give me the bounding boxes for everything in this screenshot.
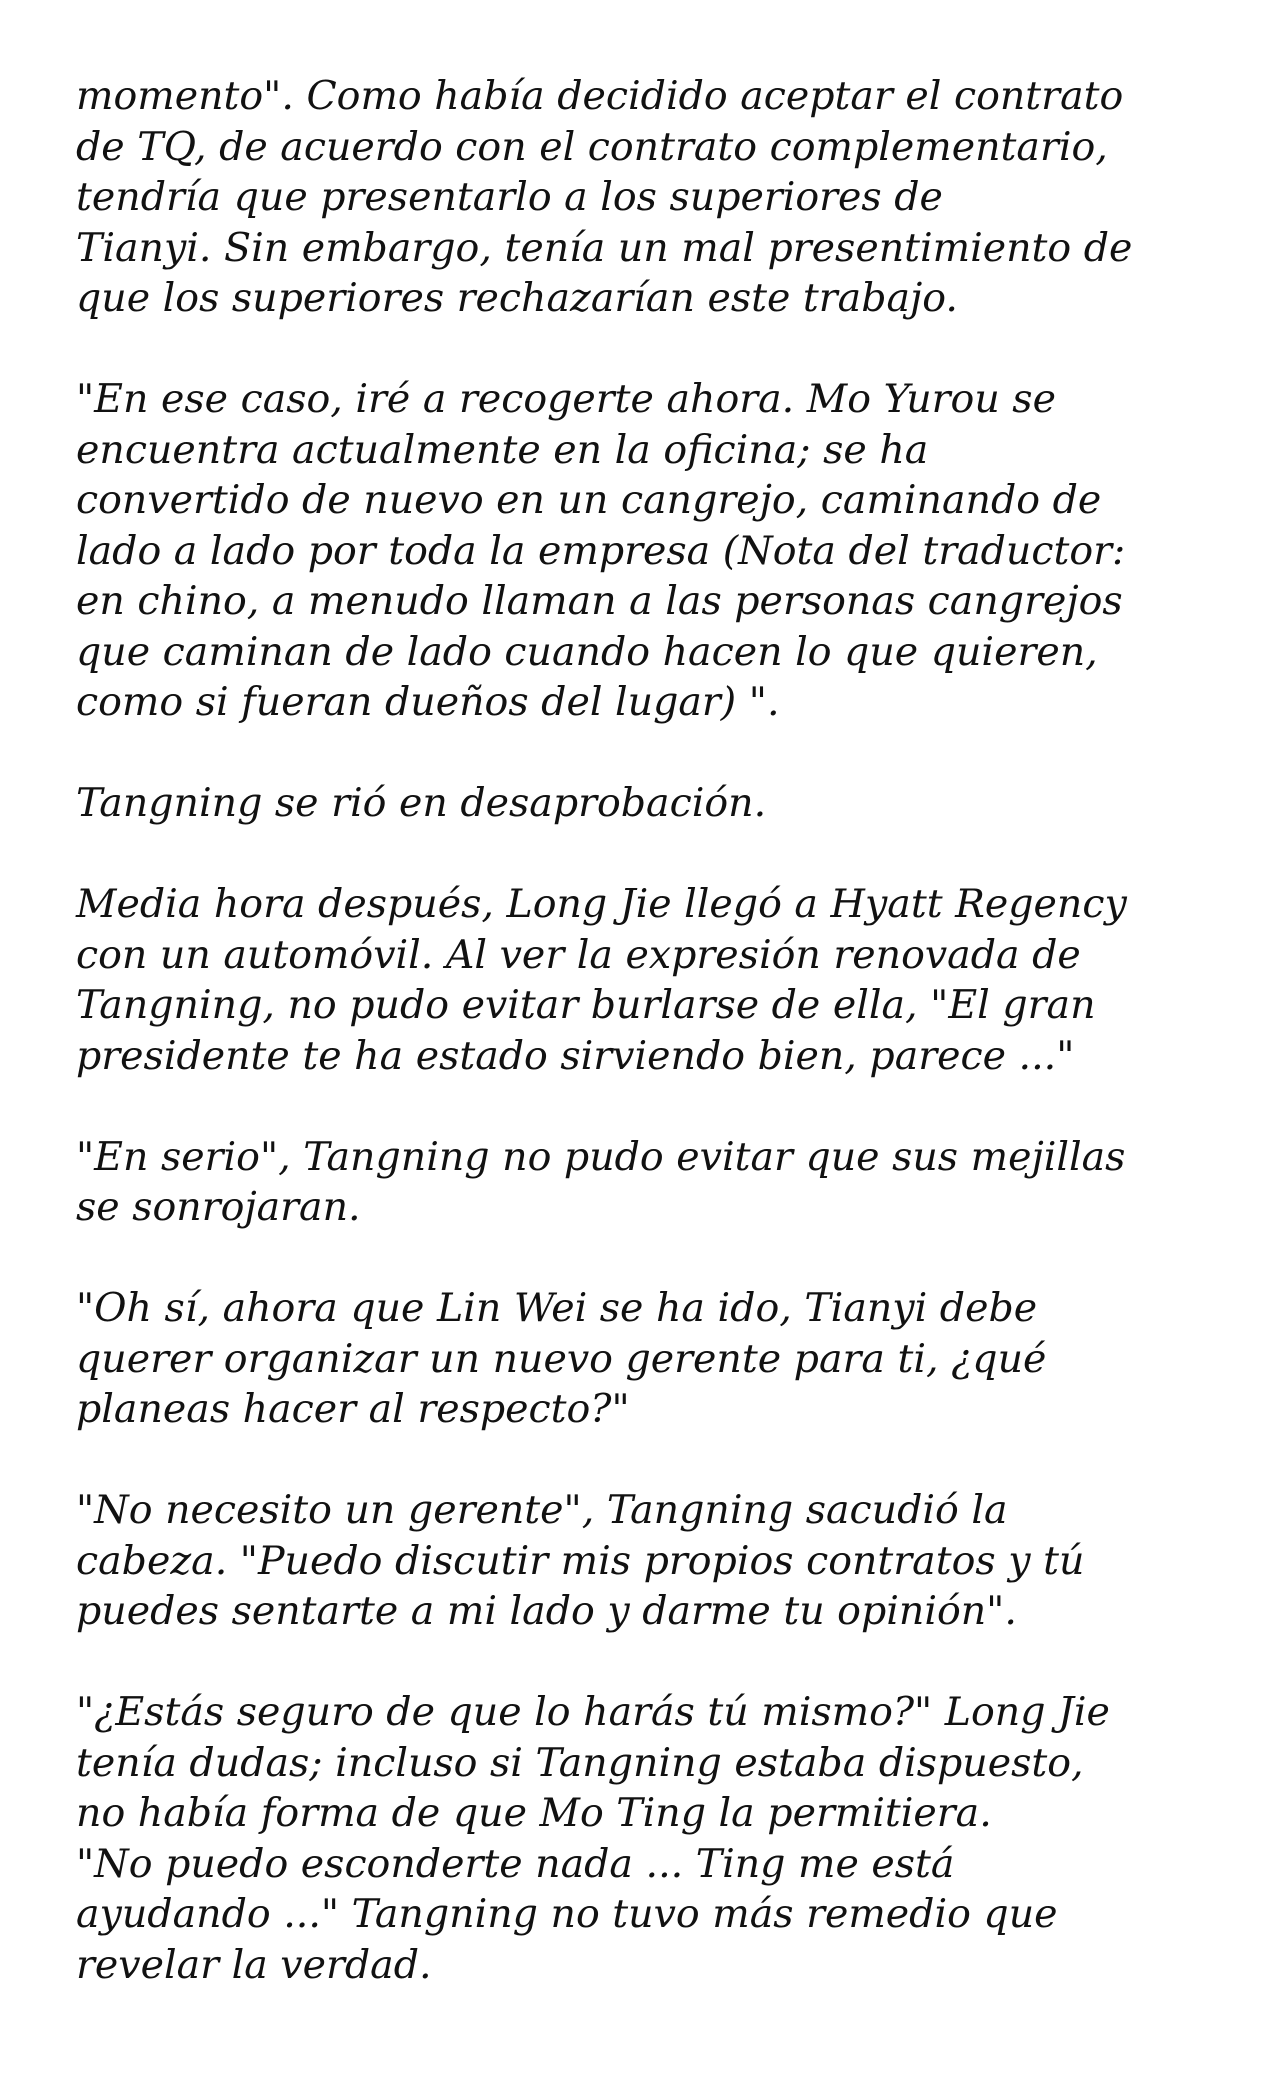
text-line: Media hora después, Long Jie llegó a Hyatt Regency — [76, 881, 1127, 927]
paragraph-gap — [76, 1233, 1235, 1284]
paragraph-gap — [76, 829, 1235, 880]
text-line: se sonrojaran. — [76, 1184, 361, 1230]
text-line: en chino, a menudo llaman a las personas cangrejos — [76, 578, 1123, 624]
text-line: "Oh sí, ahora que Lin Wei se ha ido, Tianyi debe — [76, 1285, 1038, 1331]
text-line: "¿Estás seguro de que lo harás tú mismo?" Long Jie — [76, 1689, 1110, 1735]
text-line: de TQ, de acuerdo con el contrato complementario, — [76, 123, 1108, 170]
text-line: convertido de nuevo en un cangrejo, caminando de — [76, 477, 1102, 523]
text-line: que los superiores rechazarían este trabajo. — [76, 275, 958, 321]
text-line: Tianyi. Sin embargo, tenía un mal presentimiento de — [76, 224, 1133, 271]
text-line: no había forma de que Mo Ting la permitiera. — [76, 1790, 992, 1836]
text-line: Tangning, no pudo evitar burlarse de ella, "El gran — [76, 982, 1096, 1028]
text-line: "No puedo esconderte nada ... Ting me está — [76, 1840, 955, 1887]
text-line: querer organizar un nuevo gerente para ti, ¿qué — [76, 1335, 1047, 1382]
text-line: como si fueran dueños del lugar) ". — [76, 679, 780, 725]
text-line: revelar la verdad. — [76, 1941, 432, 1988]
paragraph-gap — [76, 1637, 1235, 1688]
paragraph-gap — [76, 1081, 1235, 1132]
paragraph-8 — [76, 1687, 1235, 1990]
text-line: presidente te ha estado sirviendo bien, parece ..." — [76, 1032, 1075, 1079]
text-line: Tangning se rió en desaprobación. — [76, 780, 767, 826]
text-line: tenía dudas; incluso si Tangning estaba dispuesto, — [76, 1739, 1084, 1786]
paragraph-4 — [76, 879, 1235, 1081]
paragraph-3 — [76, 778, 1235, 829]
text-line: que caminan de lado cuando hacen lo que quieren, — [76, 628, 1098, 675]
paragraph-7 — [76, 1485, 1235, 1637]
document-body — [76, 71, 1235, 1990]
text-line: ayudando ..." Tangning no tuvo más remedio que — [76, 1891, 1058, 1937]
text-line: tendría que presentarlo a los superiores de — [76, 174, 943, 220]
text-line: puedes sentarte a mi lado y darme tu opinión". — [76, 1588, 1017, 1634]
paragraph-6 — [76, 1283, 1235, 1435]
paragraph-gap — [76, 728, 1235, 779]
paragraph-gap — [76, 1435, 1235, 1486]
text-line: momento". Como había decidido aceptar el contrato — [76, 73, 1124, 119]
paragraph-1 — [76, 71, 1235, 324]
paragraph-2 — [76, 374, 1235, 728]
paragraph-5 — [76, 1132, 1235, 1233]
text-line: "En serio", Tangning no pudo evitar que sus mejillas — [76, 1133, 1126, 1180]
text-line: con un automóvil. Al ver la expresión renovada de — [76, 931, 1081, 978]
text-line: encuentra actualmente en la oficina; se ha — [76, 426, 929, 473]
text-line: "En ese caso, iré a recogerte ahora. Mo Yurou se — [76, 376, 1056, 422]
text-line: cabeza. "Puedo discutir mis propios contratos y tú — [76, 1537, 1085, 1584]
text-line: lado a lado por toda la empresa (Nota del traductor: — [76, 527, 1126, 574]
paragraph-gap — [76, 324, 1235, 375]
text-line: "No necesito un gerente", Tangning sacudió la — [76, 1487, 1008, 1533]
text-line: planeas hacer al respecto?" — [76, 1386, 630, 1432]
